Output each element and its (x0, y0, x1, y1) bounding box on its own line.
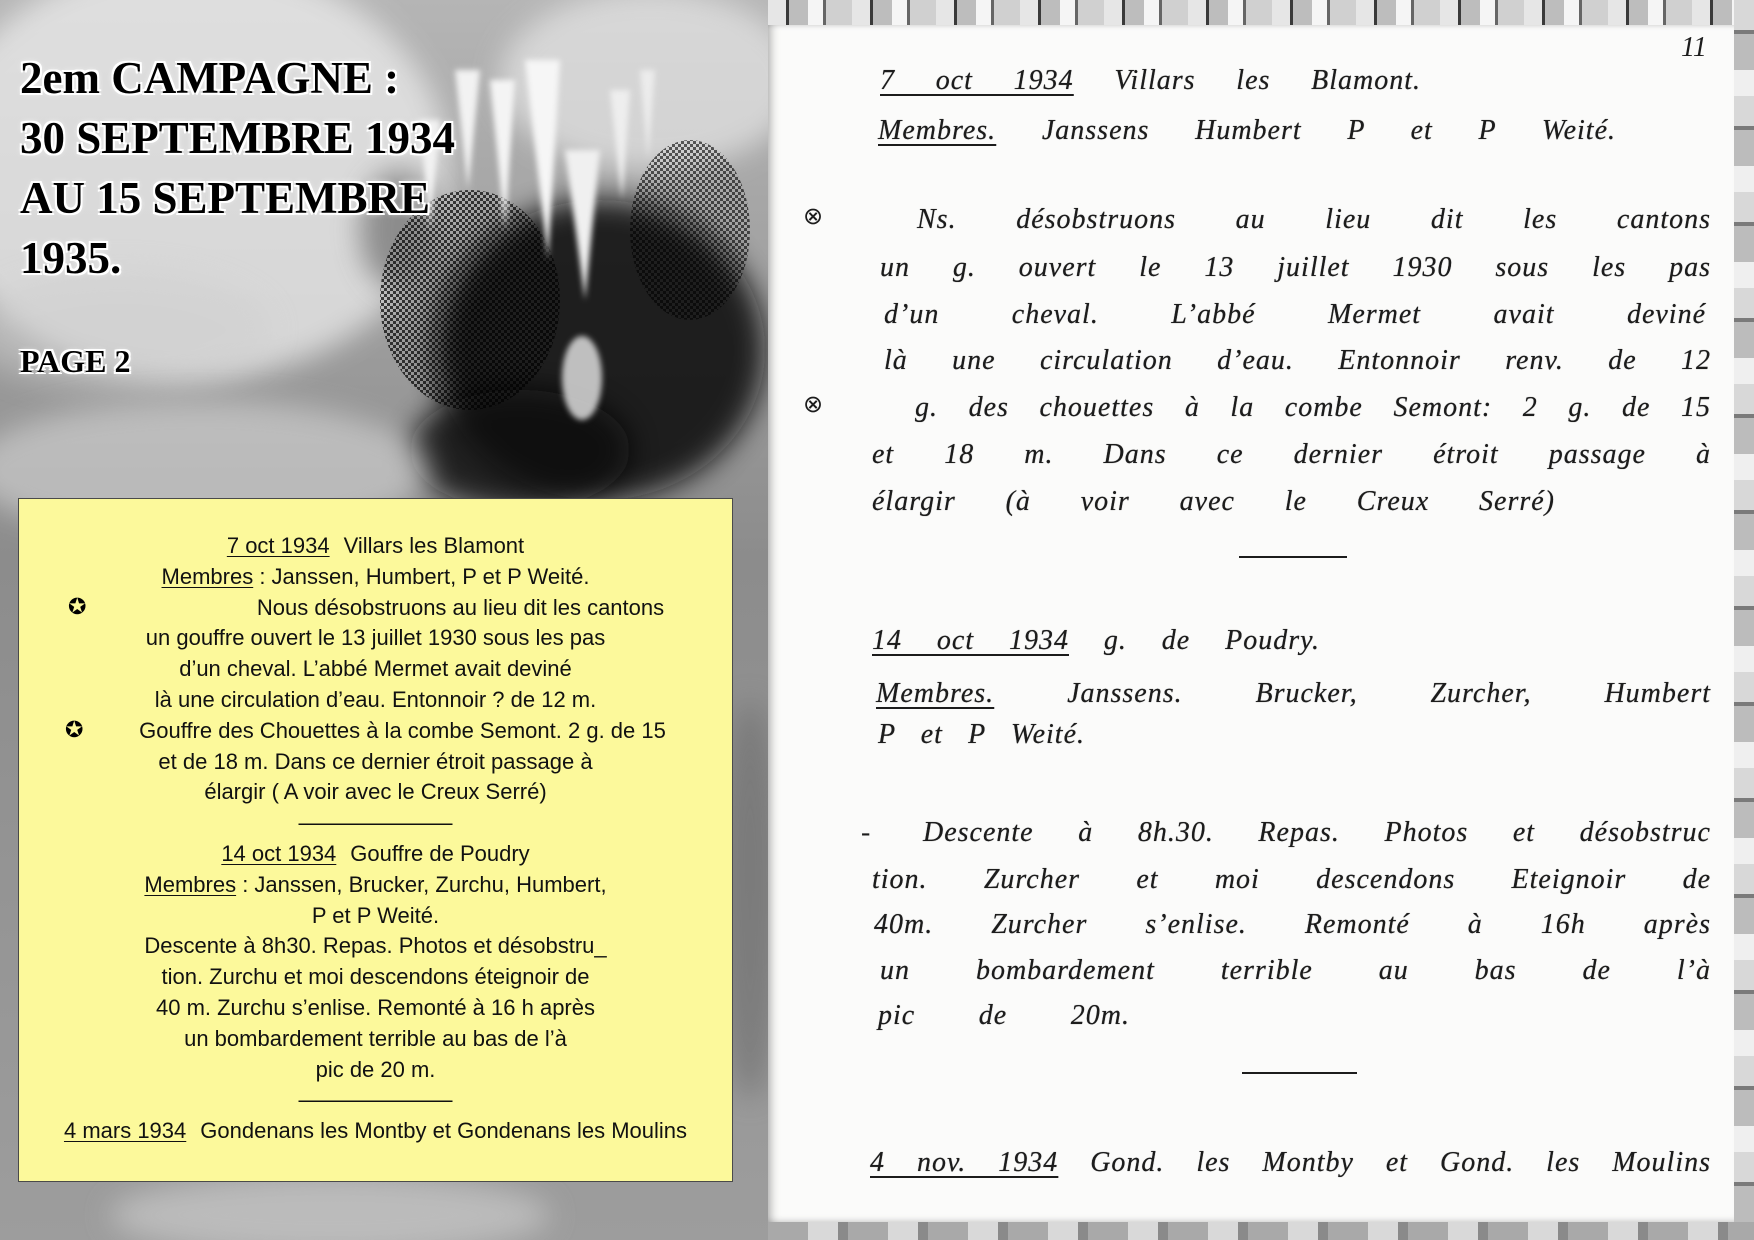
transcription-text: Nous désobstruons au lieu dit les cantons (256, 594, 665, 620)
transcription-line (19, 1116, 732, 1147)
manuscript-page-number: 11 (1681, 32, 1707, 63)
members-list: : Janssen, Humbert, P et P Weité. (253, 563, 590, 589)
manuscript-line (880, 953, 1711, 989)
photo-strip-top (768, 0, 1754, 25)
transcription-box (18, 498, 733, 1182)
title-line: 1935. (20, 233, 122, 283)
transcription-text: 40 m. Zurchu s’enlise. Remonté à 16 h après (155, 994, 595, 1020)
title-line: 30 SEPTEMBRE 1934 (20, 113, 456, 163)
manuscript-members-label: Membres. (878, 115, 997, 146)
transcription-text: élargir ( A voir avec le Creux Serré) (204, 779, 547, 805)
entry-date: 4 mars 1934 (63, 1118, 187, 1144)
manuscript-separator (1242, 1072, 1357, 1074)
transcription-separator (19, 1085, 732, 1116)
circled-x-marker-icon: ⊗ (803, 390, 824, 418)
transcription-line (19, 531, 732, 562)
manuscript-text: là une circulation d’eau. Entonnoir renv. de 12 (884, 345, 1711, 376)
manuscript-line (915, 390, 1711, 426)
separator-dashes: ——————— (298, 810, 453, 836)
manuscript-line (876, 676, 1711, 712)
manuscript-line (872, 484, 1555, 520)
star-bullet-icon: ✪ (65, 717, 84, 743)
manuscript-text: un g. ouvert le 13 juillet 1930 sous les pas (880, 252, 1711, 283)
transcription-line (19, 931, 732, 962)
manuscript-text: Ns. désobstruons au lieu dit les cantons (917, 204, 1711, 235)
transcription-text: un gouffre ouvert le 13 juillet 1930 sous les pas (145, 625, 606, 651)
manuscript-text: tion. Zurcher et moi descendons Eteignoir de (872, 864, 1711, 895)
transcription-line (19, 685, 732, 716)
separator-dashes: ——————— (298, 1087, 453, 1113)
photo-strip-right (1734, 0, 1754, 1240)
title-line: AU 15 SEPTEMBRE (20, 173, 431, 223)
page-label: PAGE 2 (20, 343, 131, 379)
transcription-text: Descente à 8h30. Repas. Photos et désobstru_ (144, 933, 607, 959)
manuscript-line (880, 250, 1711, 286)
manuscript-date: 4 nov. 1934 (870, 1147, 1059, 1178)
transcription-text: pic de 20 m. (315, 1056, 436, 1082)
manuscript-text: Janssens Humbert P et P Weité. (1041, 115, 1616, 146)
photo-strip-bottom (768, 1222, 1754, 1240)
transcription-text: d’un cheval. L’abbé Mermet avait deviné (179, 656, 572, 682)
entry-location: Gondenans les Montby et Gondenans les Moulins (200, 1118, 688, 1144)
transcription-line (19, 1024, 732, 1055)
manuscript-line (878, 998, 1130, 1034)
manuscript-line (880, 63, 1421, 99)
manuscript-line (872, 623, 1320, 659)
cave-dither (630, 140, 750, 320)
manuscript-line (872, 437, 1711, 473)
manuscript-line (923, 815, 1711, 851)
transcription-text: là une circulation d’eau. Entonnoir ? de 12 m. (154, 686, 597, 712)
manuscript-line (884, 297, 1706, 333)
star-bullet-icon: ✪ (68, 594, 87, 620)
campaign-title (20, 48, 455, 288)
transcription-line (19, 901, 732, 932)
manuscript-text: Descente à 8h.30. Repas. Photos et désobstruc (923, 817, 1711, 848)
transcription-line (19, 562, 732, 593)
members-label: Membres (161, 563, 254, 589)
transcription-text: et de 18 m. Dans ce dernier étroit passage à (158, 748, 593, 774)
members-label: Membres (144, 871, 237, 897)
manuscript-text: Janssens. Brucker, Zurcher, Humbert (1067, 678, 1712, 709)
entry-location: Gouffre de Poudry (350, 840, 530, 866)
transcription-line (19, 716, 732, 747)
manuscript-text: élargir (à voir avec le Creux Serré) (872, 486, 1555, 517)
manuscript-text: 40m. Zurcher s’enlise. Remonté à 16h après (874, 909, 1711, 940)
entry-date: 14 oct 1934 (221, 840, 337, 866)
manuscript-line (878, 717, 1085, 753)
dash-bullet: - (861, 817, 871, 848)
transcription-line (19, 1055, 732, 1086)
manuscript-text: g. des chouettes à la combe Semont: 2 g. de 15 (915, 392, 1711, 423)
transcription-line (19, 993, 732, 1024)
transcription-line (19, 654, 732, 685)
entry-location: Villars les Blamont (343, 533, 525, 558)
cave-shadow (410, 390, 630, 510)
manuscript-text: d’un cheval. L’abbé Mermet avait deviné (884, 299, 1706, 330)
transcription-text: tion. Zurchu et moi descendons éteignoir de (161, 964, 590, 990)
manuscript-text: et 18 m. Dans ce dernier étroit passage à (872, 439, 1711, 470)
manuscript-page (768, 25, 1734, 1222)
circled-x-marker-icon: ⊗ (803, 202, 824, 230)
manuscript-separator (1239, 556, 1347, 558)
stalagmite (562, 336, 602, 420)
manuscript-members-label: Membres. (876, 678, 995, 709)
manuscript-text: Gond. les Montby et Gond. les Moulins (1090, 1147, 1711, 1178)
transcription-text: un bombardement terrible au bas de l’à (184, 1025, 567, 1051)
transcription-text: P et P Weité. (311, 902, 440, 928)
manuscript-date: 7 oct 1934 (880, 65, 1074, 96)
transcription-line (19, 747, 732, 778)
manuscript-line (878, 113, 1616, 149)
transcription-line (19, 593, 732, 624)
title-line: 2em CAMPAGNE : (20, 53, 400, 103)
manuscript-line (884, 343, 1711, 379)
entry-date: 7 oct 1934 (226, 533, 330, 558)
transcription-line (19, 839, 732, 870)
manuscript-line (870, 1145, 1711, 1181)
manuscript-text: Villars les Blamont. (1114, 65, 1421, 96)
transcription-separator (19, 808, 732, 839)
manuscript-text: g. de Poudry. (1103, 625, 1321, 656)
transcription-line (19, 962, 732, 993)
transcription-text: Gouffre des Chouettes à la combe Semont. 2 g. de 15 (139, 717, 666, 743)
manuscript-text: P et P Weité. (878, 719, 1085, 750)
manuscript-text: pic de 20m. (878, 1000, 1130, 1031)
transcription-line (19, 870, 732, 901)
manuscript-line (874, 907, 1711, 943)
manuscript-date: 14 oct 1934 (872, 625, 1069, 656)
transcription-line (19, 623, 732, 654)
manuscript-line (872, 862, 1711, 898)
members-list: : Janssen, Brucker, Zurchu, Humbert, (236, 871, 607, 897)
transcription-line (19, 777, 732, 808)
manuscript-text: un bombardement terrible au bas de l’à (880, 955, 1711, 986)
manuscript-line (917, 202, 1711, 238)
